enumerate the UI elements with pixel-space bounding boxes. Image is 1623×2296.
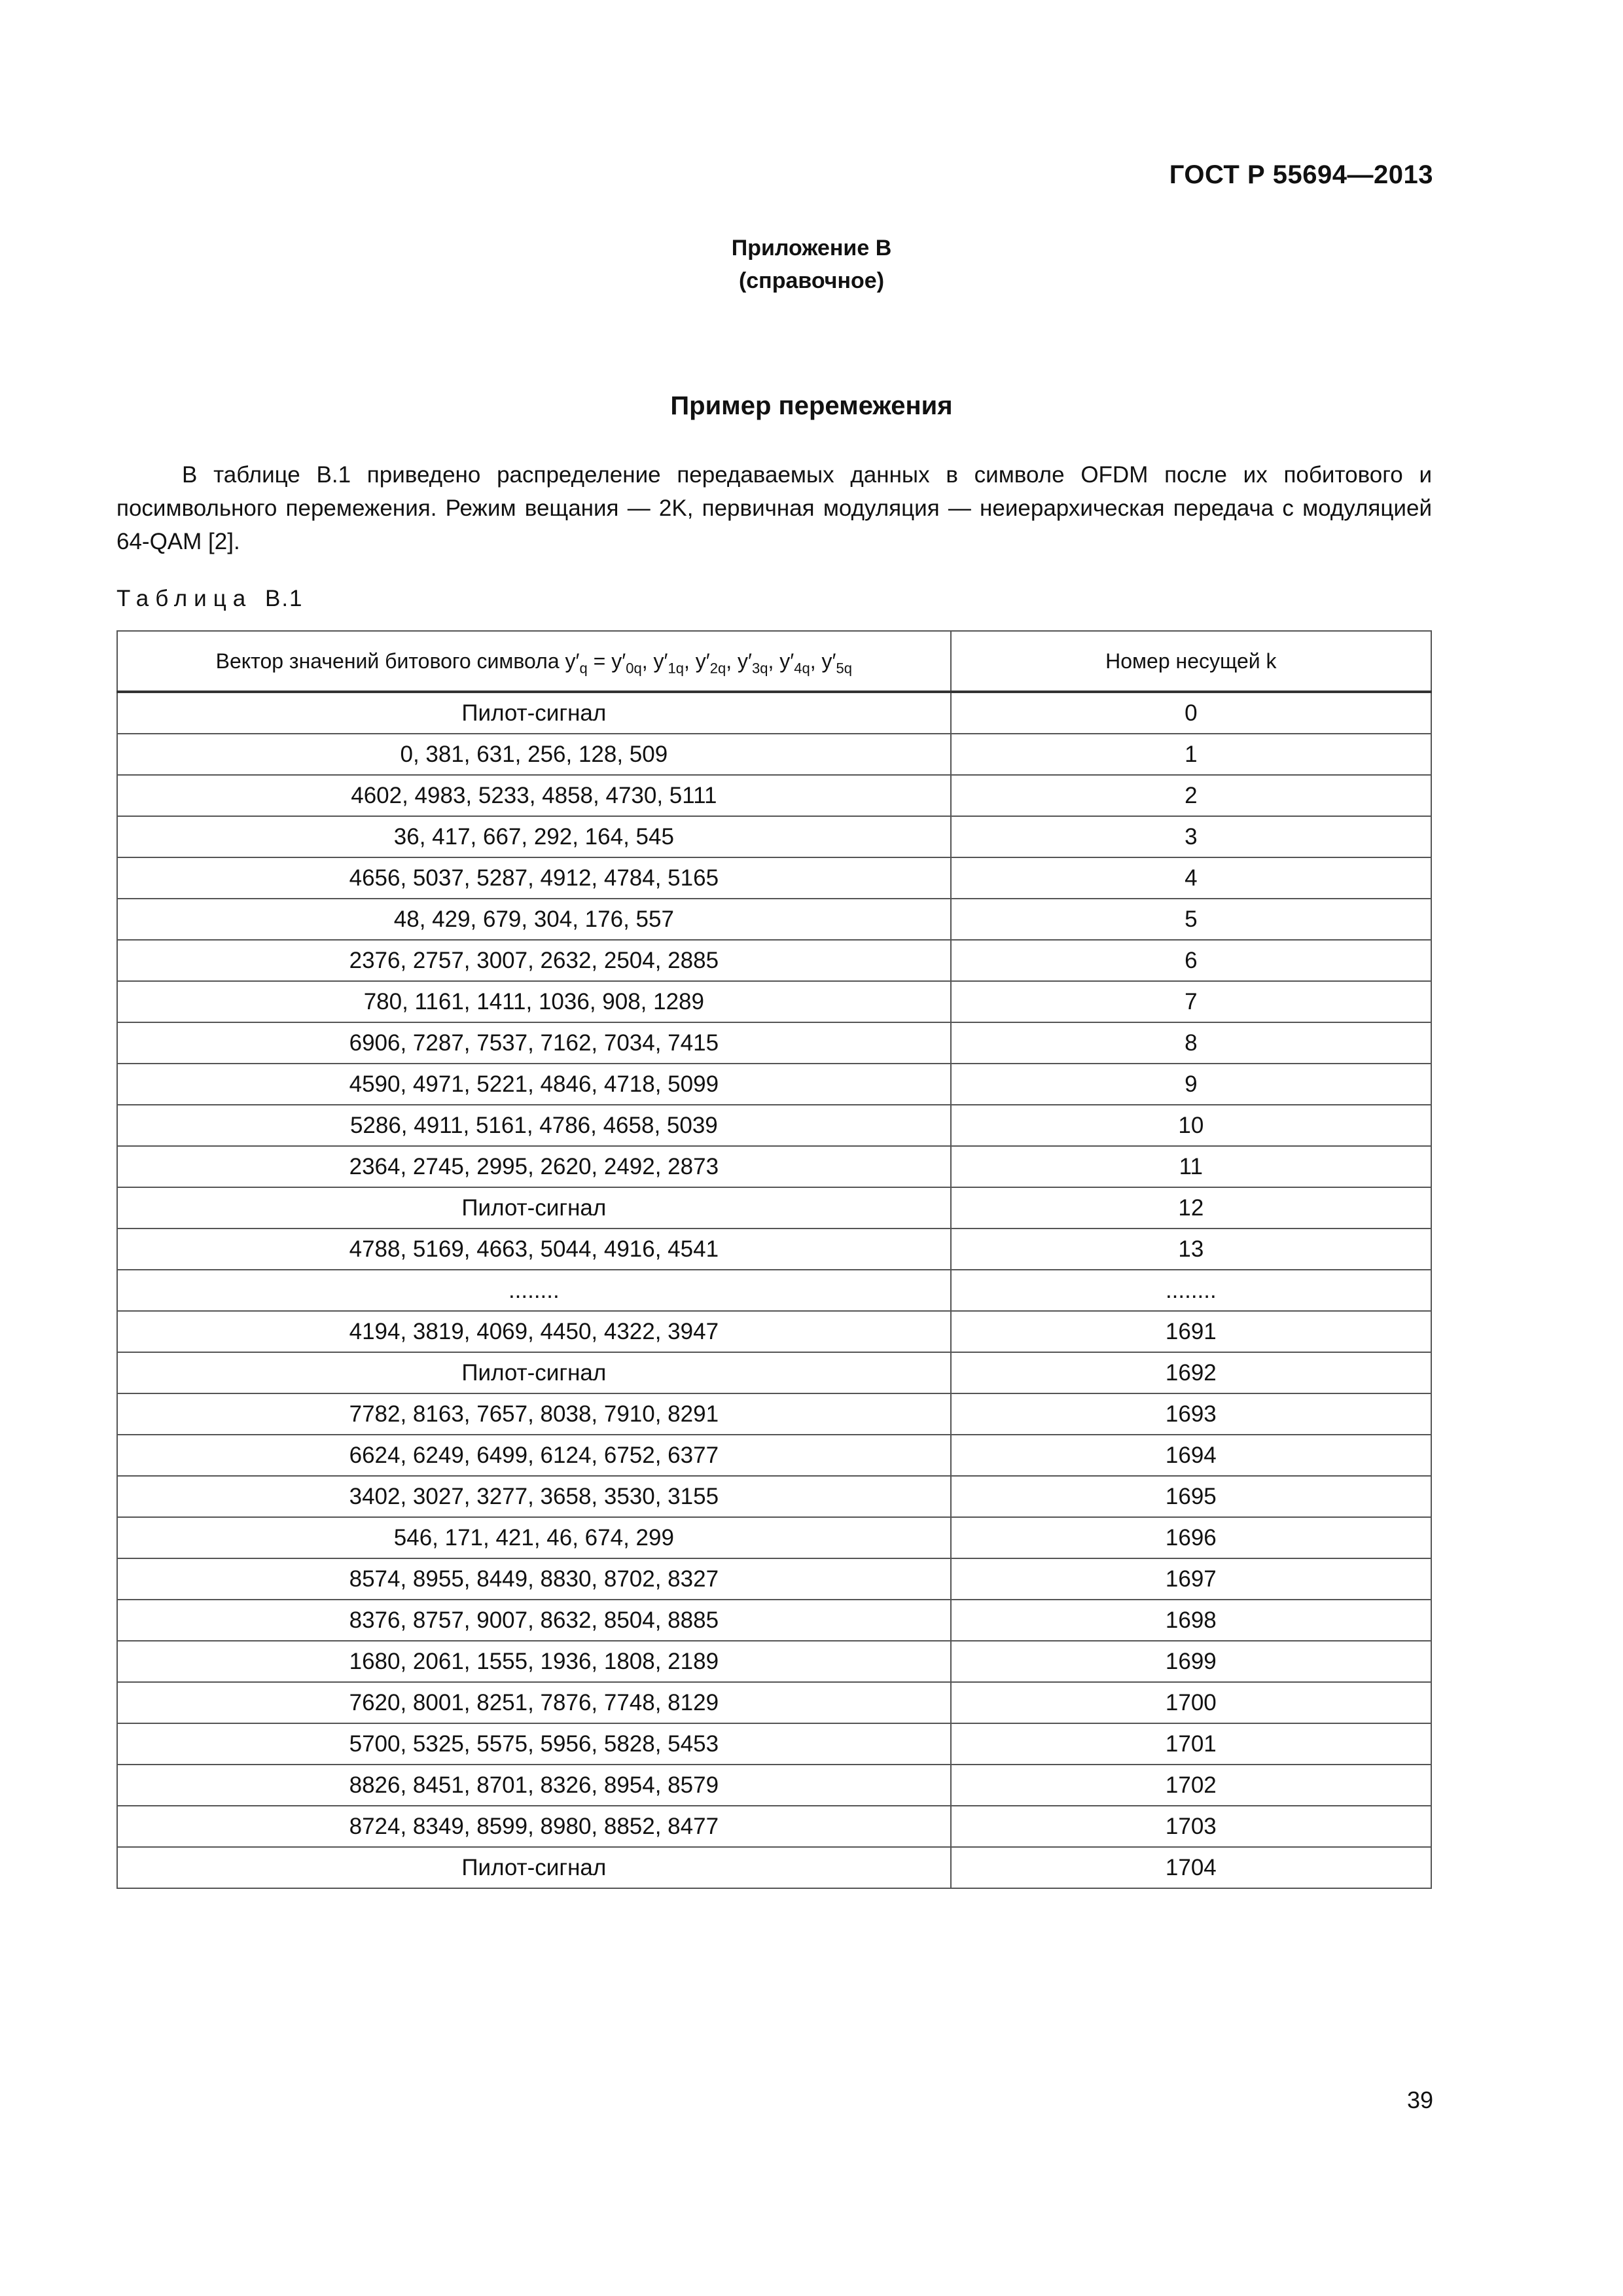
bit-vector-cell: 8574, 8955, 8449, 8830, 8702, 8327 <box>117 1558 951 1600</box>
bit-vector-cell: 7620, 8001, 8251, 7876, 7748, 8129 <box>117 1682 951 1723</box>
carrier-number-cell: 1698 <box>951 1600 1431 1641</box>
section-title: Пример перемежения <box>670 391 953 420</box>
bit-vector-cell: 4194, 3819, 4069, 4450, 4322, 3947 <box>117 1311 951 1352</box>
bit-vector-cell: ........ <box>117 1270 951 1311</box>
bit-vector-cell: 8724, 8349, 8599, 8980, 8852, 8477 <box>117 1806 951 1847</box>
table-row <box>117 940 1431 981</box>
carrier-number-cell: 1694 <box>951 1435 1431 1476</box>
bit-vector-cell: 5286, 4911, 5161, 4786, 4658, 5039 <box>117 1105 951 1146</box>
table-row <box>117 775 1431 816</box>
carrier-number-cell: 1692 <box>951 1352 1431 1393</box>
carrier-number-cell: 1701 <box>951 1723 1431 1765</box>
bit-vector-cell: 6624, 6249, 6499, 6124, 6752, 6377 <box>117 1435 951 1476</box>
table-row <box>117 857 1431 899</box>
table-caption-label: Таблица <box>116 586 253 611</box>
bit-vector-cell: 3402, 3027, 3277, 3658, 3530, 3155 <box>117 1476 951 1517</box>
carrier-number-cell: 1 <box>951 734 1431 775</box>
appendix-title: Приложение В <box>731 236 892 260</box>
bit-vector-cell: Пилот-сигнал <box>117 1187 951 1229</box>
table-row <box>117 1352 1431 1393</box>
carrier-number-cell: 1704 <box>951 1847 1431 1888</box>
carrier-number-cell: 1691 <box>951 1311 1431 1352</box>
bit-vector-cell: 4788, 5169, 4663, 5044, 4916, 4541 <box>117 1229 951 1270</box>
table-row <box>117 734 1431 775</box>
carrier-number-cell: 1696 <box>951 1517 1431 1558</box>
bit-vector-cell: 2364, 2745, 2995, 2620, 2492, 2873 <box>117 1146 951 1187</box>
bit-vector-cell: 4602, 4983, 5233, 4858, 4730, 5111 <box>117 775 951 816</box>
header-bit-vector <box>117 631 951 692</box>
table-body <box>117 692 1431 1888</box>
bit-vector-cell: 546, 171, 421, 46, 674, 299 <box>117 1517 951 1558</box>
carrier-number-cell: 0 <box>951 692 1431 734</box>
bit-vector-cell: 6906, 7287, 7537, 7162, 7034, 7415 <box>117 1022 951 1064</box>
bit-vector-cell: 48, 429, 679, 304, 176, 557 <box>117 899 951 940</box>
carrier-number-cell: 1697 <box>951 1558 1431 1600</box>
header-carrier-number: Номер несущей k <box>951 631 1431 692</box>
carrier-number-cell: 1695 <box>951 1476 1431 1517</box>
carrier-number-cell: 1700 <box>951 1682 1431 1723</box>
carrier-number-cell: 1693 <box>951 1393 1431 1435</box>
table-row <box>117 1723 1431 1765</box>
carrier-number-cell: 2 <box>951 775 1431 816</box>
carrier-number-cell: 4 <box>951 857 1431 899</box>
table-row <box>117 1847 1431 1888</box>
carrier-number-cell: 9 <box>951 1064 1431 1105</box>
bit-vector-cell: Пилот-сигнал <box>117 1847 951 1888</box>
bit-vector-cell: 1680, 2061, 1555, 1936, 1808, 2189 <box>117 1641 951 1682</box>
table-row <box>117 1682 1431 1723</box>
bit-vector-cell: 4656, 5037, 5287, 4912, 4784, 5165 <box>117 857 951 899</box>
bit-vector-cell: 8376, 8757, 9007, 8632, 8504, 8885 <box>117 1600 951 1641</box>
bit-vector-cell: Пилот-сигнал <box>117 1352 951 1393</box>
table-caption <box>116 586 304 612</box>
carrier-number-cell: 1702 <box>951 1765 1431 1806</box>
table-header-row <box>117 631 1431 692</box>
table-row <box>117 1558 1431 1600</box>
table-row <box>117 1146 1431 1187</box>
carrier-number-cell: 13 <box>951 1229 1431 1270</box>
bit-vector-cell: 8826, 8451, 8701, 8326, 8954, 8579 <box>117 1765 951 1806</box>
table-row <box>117 1229 1431 1270</box>
table-row <box>117 1022 1431 1064</box>
bit-vector-cell: 36, 417, 667, 292, 164, 545 <box>117 816 951 857</box>
bit-vector-cell: Пилот-сигнал <box>117 692 951 734</box>
carrier-number-cell: 1699 <box>951 1641 1431 1682</box>
table-row <box>117 1187 1431 1229</box>
table-row <box>117 1765 1431 1806</box>
carrier-number-cell: 8 <box>951 1022 1431 1064</box>
carrier-number-cell: 12 <box>951 1187 1431 1229</box>
bit-vector-cell: 5700, 5325, 5575, 5956, 5828, 5453 <box>117 1723 951 1765</box>
table-row <box>117 1105 1431 1146</box>
table-row <box>117 1064 1431 1105</box>
intro-paragraph: В таблице В.1 приведено распределение передаваемых данных в символе OFDM после их побитового и посимвольного перемежения. Режим вещания — 2K, первичная модуляция — неиерархическая передача с модуляцией 64-QAM [2]. <box>116 462 1432 554</box>
document-code: ГОСТ Р 55694—2013 <box>1169 160 1433 189</box>
carrier-number-cell: 7 <box>951 981 1431 1022</box>
table-caption-number: В.1 <box>264 586 304 611</box>
table-row <box>117 816 1431 857</box>
bit-vector-cell: 780, 1161, 1411, 1036, 908, 1289 <box>117 981 951 1022</box>
table-row <box>117 1435 1431 1476</box>
table-row <box>117 1600 1431 1641</box>
appendix-heading <box>0 232 1623 297</box>
carrier-number-cell: 10 <box>951 1105 1431 1146</box>
table-row <box>117 1641 1431 1682</box>
table-row <box>117 1393 1431 1435</box>
table-row <box>117 1270 1431 1311</box>
carrier-number-cell: 11 <box>951 1146 1431 1187</box>
carrier-number-cell: 6 <box>951 940 1431 981</box>
table-row <box>117 981 1431 1022</box>
table-row <box>117 692 1431 734</box>
bit-vector-cell: 7782, 8163, 7657, 8038, 7910, 8291 <box>117 1393 951 1435</box>
bit-vector-cell: 0, 381, 631, 256, 128, 509 <box>117 734 951 775</box>
header-bit-vector-render: Вектор значений битового символа $y'_q = y'_{0q}$, $y'_{1q}$, $y'_{2q}$, $y'_{3q}$, $y'_{4q}$, $y'_{5q}$ <box>215 649 853 676</box>
table-row <box>117 1311 1431 1352</box>
carrier-number-cell: ........ <box>951 1270 1431 1311</box>
page-number: 39 <box>1406 2087 1433 2113</box>
table-row <box>117 1517 1431 1558</box>
carrier-number-cell: 1703 <box>951 1806 1431 1847</box>
bit-vector-cell: 2376, 2757, 3007, 2632, 2504, 2885 <box>117 940 951 981</box>
carrier-number-cell: 3 <box>951 816 1431 857</box>
table-row <box>117 899 1431 940</box>
carrier-number-cell: 5 <box>951 899 1431 940</box>
appendix-subtitle: (справочное) <box>738 268 885 293</box>
interleaving-table <box>116 630 1432 1889</box>
table-row <box>117 1806 1431 1847</box>
bit-vector-cell: 4590, 4971, 5221, 4846, 4718, 5099 <box>117 1064 951 1105</box>
table-row <box>117 1476 1431 1517</box>
